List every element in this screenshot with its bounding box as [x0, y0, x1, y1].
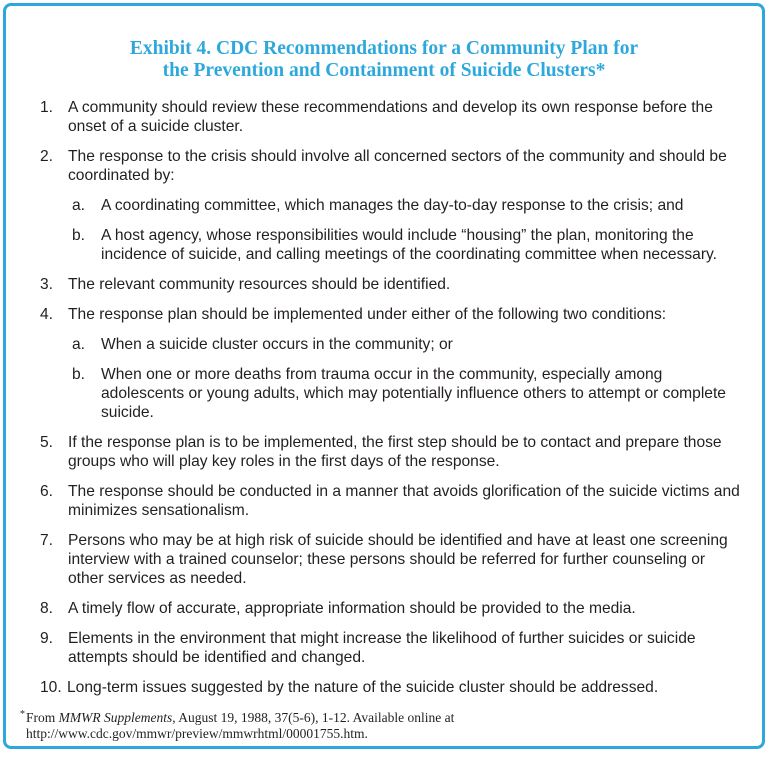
list-item — [6, 678, 762, 697]
item-text: The response to the crisis should involve all concerned sectors of the community and should be coordinated by: — [68, 148, 727, 184]
item-text: The response should be conducted in a manner that avoids glorification of the suicide victims and minimizes sensationalism. — [68, 483, 740, 519]
list-item — [6, 275, 762, 294]
item-number: 7. — [40, 532, 54, 549]
item-number: 4. — [40, 306, 54, 323]
list-item — [6, 531, 762, 588]
item-text: Persons who may be at high risk of suicide should be identified and have at least one screening interview with a trained counselor; these persons should be referred for further counseling or other services as needed. — [68, 532, 728, 587]
exhibit-box — [3, 3, 765, 749]
sub-item-text: When one or more deaths from trauma occur in the community, especially among adolescents or young adults, which may potentially influence others to attempt or complete suicide. — [101, 366, 726, 421]
item-text: Elements in the environment that might increase the likelihood of further suicides or suicide attempts should be identified and changed. — [68, 630, 696, 666]
item-number: 1. — [40, 99, 54, 116]
item-number: 2. — [40, 148, 54, 165]
sub-list-item — [68, 226, 740, 264]
list-item — [6, 147, 762, 264]
item-number: 8. — [40, 600, 54, 617]
sub-item-letter: a. — [72, 197, 86, 214]
sub-list-item — [68, 335, 740, 354]
sub-item-text: When a suicide cluster occurs in the community; or — [101, 336, 453, 353]
item-text: The response plan should be implemented under either of the following two conditions: — [68, 306, 667, 323]
item-number: 5. — [40, 434, 54, 451]
item-text: If the response plan is to be implemented, the first step should be to contact and prepare those groups who will play key roles in the first days of the response. — [68, 434, 722, 470]
footnote-source: MMWR Supplements — [58, 710, 173, 725]
list-item — [6, 599, 762, 618]
item-number: 3. — [40, 276, 54, 293]
item-number: 6. — [40, 483, 54, 500]
list-item — [6, 433, 762, 471]
item-text: A community should review these recommendations and develop its own response before the onset of a suicide cluster. — [68, 99, 713, 135]
footnote-url: http://www.cdc.gov/mmwr/preview/mmwrhtml/00001755.htm. — [26, 726, 368, 741]
footnote-suffix: , August 19, 1988, 37(5-6), 1-12. Available online at — [172, 710, 455, 725]
sub-item-letter: b. — [72, 227, 86, 244]
sub-list-item — [68, 196, 740, 215]
item-text: A timely flow of accurate, appropriate information should be provided to the media. — [68, 600, 636, 617]
sub-list — [68, 335, 740, 422]
recommendation-list — [6, 98, 762, 708]
item-text: Long-term issues suggested by the nature of the suicide cluster should be addressed. — [67, 679, 659, 696]
sub-item-letter: a. — [72, 336, 86, 353]
exhibit-title — [6, 38, 762, 82]
footnote-prefix: From — [26, 710, 59, 725]
sub-item-letter: b. — [72, 366, 86, 383]
list-item — [6, 629, 762, 667]
item-text: The relevant community resources should be identified. — [68, 276, 451, 293]
title-line-2: the Prevention and Containment of Suicide Clusters* — [162, 60, 606, 81]
sub-item-text: A host agency, whose responsibilities would include “housing” the plan, monitoring the incidence of suicide, and calling meetings of the coordinating committee when necessary. — [101, 227, 718, 263]
title-line-1: Exhibit 4. CDC Recommendations for a Community Plan for — [129, 38, 639, 59]
sub-item-text: A coordinating committee, which manages the day-to-day response to the crisis; and — [101, 197, 684, 214]
list-item — [6, 482, 762, 520]
list-item — [6, 305, 762, 422]
item-number: 9. — [40, 630, 54, 647]
list-item — [6, 98, 762, 136]
footnote-marker: * — [20, 709, 25, 720]
sub-list — [68, 196, 740, 264]
sub-list-item — [68, 365, 740, 422]
item-number: 10. — [40, 679, 62, 696]
footnote — [20, 709, 742, 742]
